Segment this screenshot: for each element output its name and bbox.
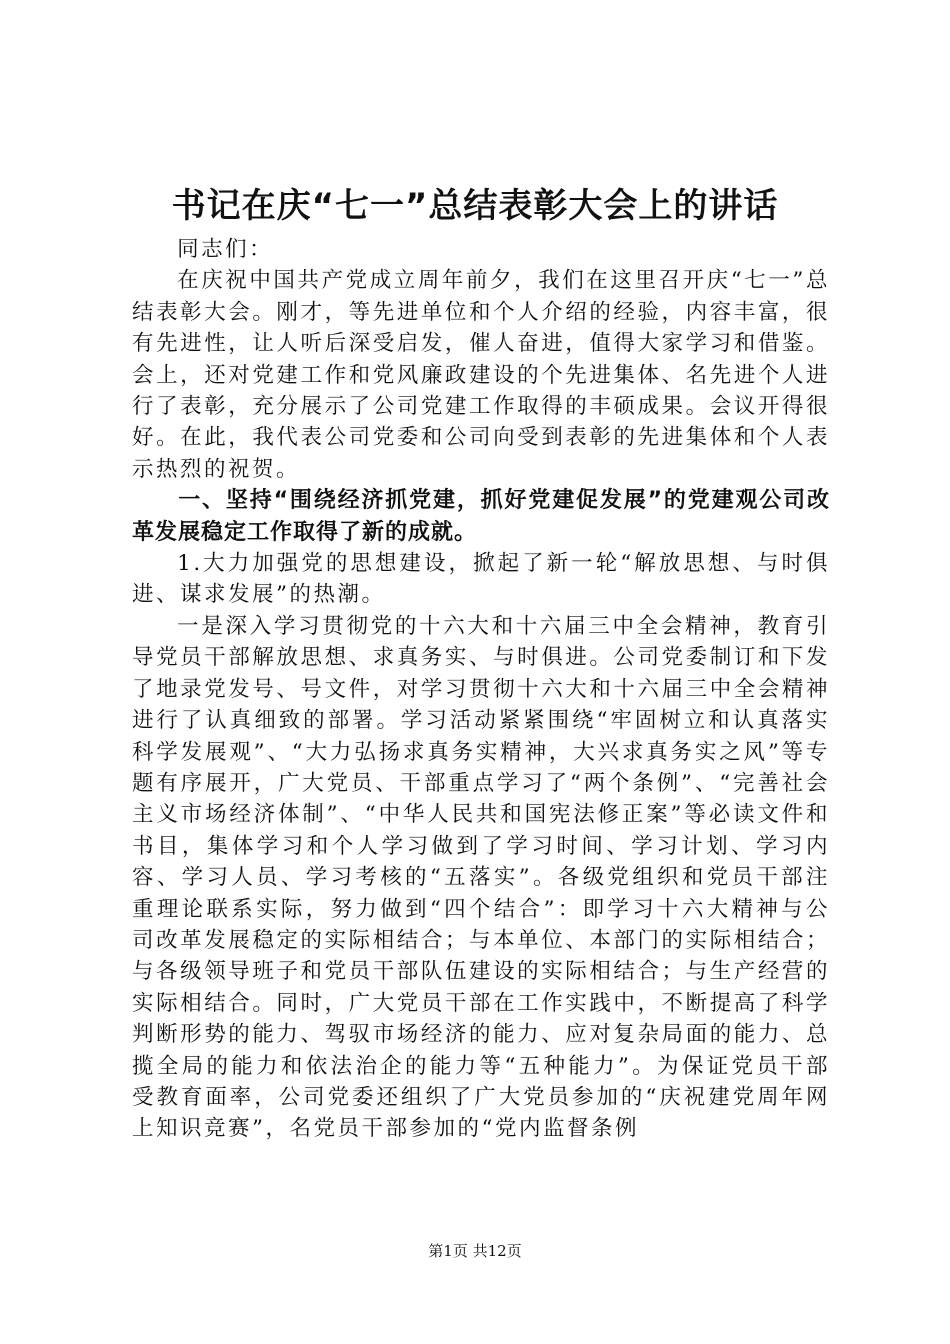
- subsection-heading: 1.大力加强党的思想建设，掀起了新一轮“解放思想、与时俱进、谋求发展”的热潮。: [132, 551, 830, 608]
- document-title: 书记在庆“七一”总结表彰大会上的讲话: [171, 186, 779, 226]
- salutation-paragraph: 同志们：: [177, 237, 274, 262]
- intro-paragraph: 在庆祝中国共产党成立周年前夕，我们在这里召开庆“七一”总结表彰大会。刚才，等先进单位和个人介绍的经验，内容丰富，很有先进性，让人听后深受启发，催人奋进，值得大家学习和借鉴。会上，还对党建工作和党风廉政建设的个先进集体、名先进个人进行了表彰，充分展示了公司党建工作取得的丰硕成果。会议开得很好。在此，我代表公司党委和公司向受到表彰的先进集体和个人表示热烈的祝贺。: [132, 268, 830, 482]
- page-number-footer: 第1页 共12页: [428, 1242, 522, 1260]
- body-paragraph: 一是深入学习贯彻党的十六大和十六届三中全会精神，教育引导党员干部解放思想、求真务实、与时俱进。公司党委制订和下发了地录党发号、号文件，对学习贯彻十六大和十六届三中全会精神进行了认真细致的部署。学习活动紧紧围绕“牢固树立和认真落实科学发展观”、“大力弘扬求真务实精神，大兴求真务实之风”等专题有序展开，广大党员、干部重点学习了“两个条例”、“完善社会主义市场经济体制”、“中华人民共和国宪法修正案”等必读文件和书目，集体学习和个人学习做到了学习时间、学习计划、学习内容、学习人员、学习考核的“五落实”。各级党组织和党员干部注重理论联系实际，努力做到“四个结合”：即学习十六大精神与公司改革发展稳定的实际相结合；与本单位、本部门的实际相结合；与各级领导班子和党员干部队伍建设的实际相结合；与生产经营的实际相结合。同时，广大党员干部在工作实践中，不断提高了科学判断形势的能力、驾驭市场经济的能力、应对复杂局面的能力、总揽全局的能力和依法治企的能力等“五种能力”。为保证党员干部受教育面率，公司党委还组织了广大党员参加的“庆祝建党周年网上知识竞赛”，名党员干部参加的“党内监督条例: [132, 613, 830, 1142]
- section-heading: 一、坚持“围绕经济抓党建，抓好党建促发展”的党建观公司改革发展稳定工作取得了新的成就。: [132, 488, 830, 545]
- document-body: [132, 234, 830, 1145]
